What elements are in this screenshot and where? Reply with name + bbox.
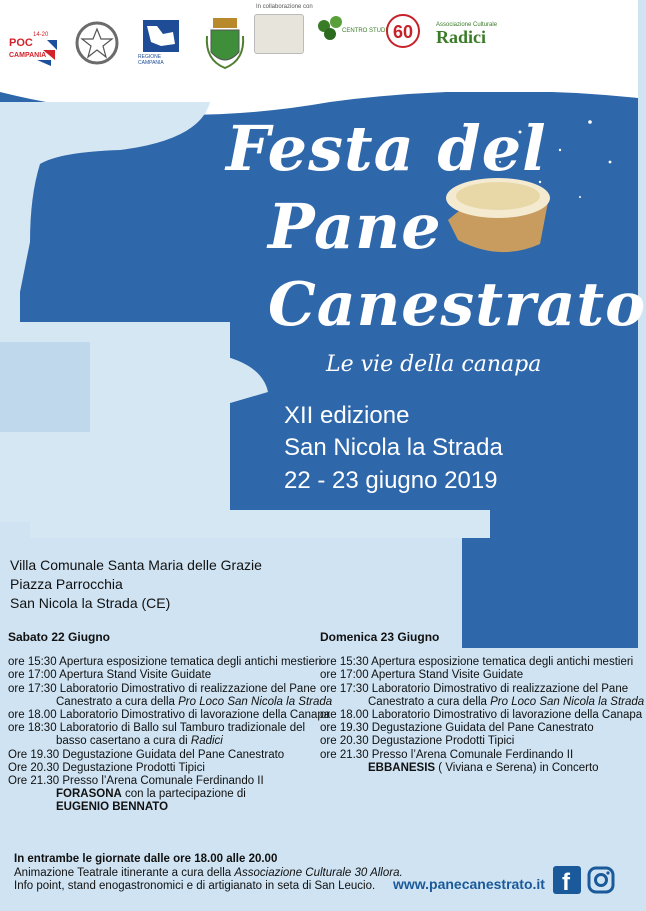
facebook-icon[interactable] bbox=[553, 866, 581, 894]
partner-logos bbox=[10, 18, 248, 68]
poc-years-text: 14-20 bbox=[33, 32, 49, 38]
venue-line-2: Piazza Parrocchia bbox=[10, 576, 123, 592]
program-row: ore 18.00 Laboratorio Dimostrativo di lavorazione della Canapa bbox=[8, 709, 331, 722]
program-row: ore 15:30 Apertura esposizione tematica degli antichi mestieri bbox=[320, 656, 634, 669]
regione-campania-logo bbox=[138, 18, 184, 68]
regione-label: REGIONE CAMPANIA bbox=[138, 54, 164, 66]
footer-line-2: Animazione Teatrale itinerante a cura della Associazione Culturale 30 Allora. bbox=[14, 866, 403, 879]
centro-studi-text: CENTRO STUDI bbox=[342, 28, 387, 34]
collab-photo-logo bbox=[254, 14, 304, 54]
anniversary-logo bbox=[380, 12, 426, 55]
collaboration-label: In collaborazione con bbox=[256, 4, 313, 10]
radici-name: Radici bbox=[436, 26, 487, 47]
poc-campania-text: CAMPANIA bbox=[9, 52, 47, 59]
footer-info bbox=[14, 853, 403, 894]
radici-subtitle: Associazione Culturale bbox=[436, 21, 498, 28]
collaboration-logos bbox=[254, 12, 497, 55]
instagram-icon[interactable] bbox=[587, 866, 615, 894]
venue-line-1: Villa Comunale Santa Maria delle Grazie bbox=[10, 557, 262, 573]
program-row: ore 17:30 Laboratorio Dimostrativo di realizzazione del Pane bbox=[8, 682, 317, 695]
poc-text: POC bbox=[9, 37, 33, 49]
anniversary-number: 60 bbox=[393, 22, 414, 42]
footer-line-3: Info point, stand enogastronomici e di artigianato in seta di San Leucio. bbox=[14, 880, 376, 892]
poc-campania-logo bbox=[10, 18, 56, 68]
program-row: Canestrato a cura della Pro Loco San Nicola la Strada bbox=[368, 695, 645, 708]
program-row: ore 17:00 Apertura Stand Visite Guidate bbox=[8, 669, 212, 682]
footer-line-1: In entrambe le giornate dalle ore 18.00 alle 20.00 bbox=[14, 853, 278, 865]
program-row: basso casertano a cura di Radici bbox=[56, 735, 223, 748]
title-line-3: Canestrato bbox=[268, 270, 646, 340]
program-row: ore 17:30 Laboratorio Dimostrativo di realizzazione del Pane bbox=[320, 682, 629, 695]
radici-logo bbox=[436, 22, 497, 46]
program-row: Ore 19.30 Degustazione Guidata del Pane Canestrato bbox=[8, 748, 285, 761]
edition: XII edizione bbox=[284, 402, 410, 429]
program-row: ore 20.30 Degustazione Prodotti Tipici bbox=[320, 735, 515, 748]
dates: 22 - 23 giugno 2019 bbox=[284, 467, 498, 494]
program-row: Ore 21.30 Presso l’Arena Comunale Ferdinando II bbox=[8, 775, 264, 788]
program-row: EBBANESIS ( Viviana e Serena) in Concerto bbox=[368, 761, 599, 774]
title-line-2: Pane bbox=[268, 190, 442, 263]
venue-block bbox=[10, 556, 262, 613]
program-row: ore 15:30 Apertura esposizione tematica degli antichi mestieri bbox=[8, 656, 322, 669]
program-row: ore 19.30 Degustazione Guidata del Pane Canestrato bbox=[320, 722, 594, 735]
program-row: Canestrato a cura della Pro Loco San Nicola la Strada bbox=[56, 695, 333, 708]
sunday-program bbox=[320, 631, 644, 775]
saturday-program bbox=[8, 631, 332, 815]
venue-line-3: San Nicola la Strada (CE) bbox=[10, 595, 171, 611]
town: San Nicola la Strada bbox=[284, 434, 503, 461]
program-row: EUGENIO BENNATO bbox=[56, 801, 169, 814]
title-line-1: Festa del bbox=[226, 112, 547, 185]
program-row: ore 18.00 Laboratorio Dimostrativo di lavorazione della Canapa bbox=[320, 709, 643, 722]
saturday-heading: Sabato 22 Giugno bbox=[8, 630, 111, 644]
program-row: ore 18:30 Laboratorio di Ballo sul Tamburo tradizionale del bbox=[8, 722, 306, 735]
italian-republic-emblem bbox=[74, 18, 120, 68]
sunday-heading: Domenica 23 Giugno bbox=[320, 630, 440, 644]
website-link[interactable]: www.panecanestrato.it bbox=[393, 876, 545, 892]
centro-studi-logo bbox=[314, 12, 387, 55]
program-row: Ore 20.30 Degustazione Prodotti Tipici bbox=[8, 761, 205, 774]
svg-text:f: f bbox=[562, 869, 570, 896]
municipality-crest bbox=[202, 18, 248, 68]
program-row: FORASONA con la partecipazione di bbox=[56, 788, 246, 801]
program-row: ore 21.30 Presso l’Arena Comunale Ferdinando II bbox=[320, 748, 574, 761]
program-row: ore 17:00 Apertura Stand Visite Guidate bbox=[320, 669, 524, 682]
subtitle: Le vie della canapa bbox=[326, 352, 542, 377]
